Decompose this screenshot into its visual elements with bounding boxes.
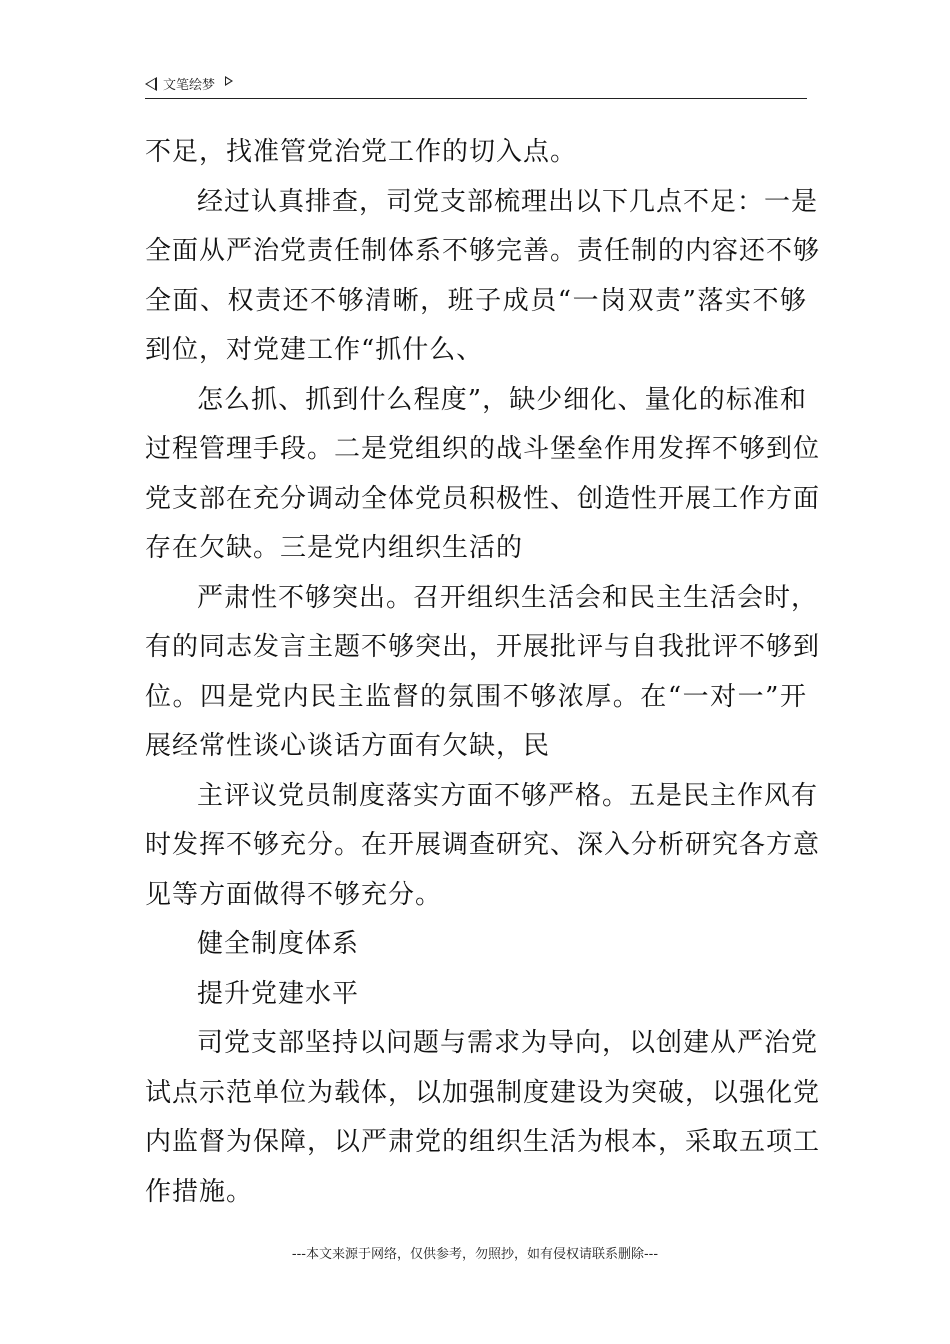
text-line: 见等方面做得不够充分。 [145,879,443,910]
text-line: 怎么抓、抓到什么程度”，缺少细化、量化的标准和 [197,384,807,415]
text-line: 有的同志发言主题不够突出，开展批评与自我批评不够到 [145,632,821,662]
text-line: 严肃性不够突出。召开组织生活会和民主生活会时， [197,582,819,613]
text-line: 时发挥不够充分。在开展调查研究、深入分析研究各方意 [145,830,821,860]
text-line: 党支部在充分调动全体党员积极性、创造性开展工作方面 [145,483,821,514]
text-line: 全面从严治党责任制体系不够完善。责任制的内容还不够 [145,236,821,266]
header-title: 文笔绘梦 [163,78,216,93]
text-line: 司党支部坚持以问题与需求为导向，以创建从严治党 [197,1028,819,1058]
triangle-left-icon [145,77,157,91]
text-line: 内监督为保障，以严肃党的组织生活为根本，采取五项工 [145,1127,821,1157]
text-line: 过程管理手段。二是党组织的战斗堡垒作用发挥不够到位 [145,434,821,464]
page-header [145,72,807,99]
text-line: 提升党建水平 [197,978,360,1009]
page-footer: ---本文来源于网络，仅供参考，勿照抄，如有侵权请联系删除--- [291,1247,659,1262]
text-line: 经过认真排查，司党支部梳理出以下几点不足：一是 [197,186,819,217]
text-line: 全面、权责还不够清晰，班子成员“一岗双责”落实不够 [145,285,807,316]
document-body [145,128,821,1217]
text-line: 展经常性谈心谈话方面有欠缺，民 [145,731,551,761]
text-line: 位。四是党内民主监督的氛围不够浓厚。在“一对一”开 [145,681,807,712]
text-line: 不足，找准管党治党工作的切入点。 [145,137,578,167]
text-line: 健全制度体系 [197,929,360,959]
text-line: 作措施。 [145,1176,254,1207]
text-line: 主评议党员制度落实方面不够严格。五是民主作风有 [197,780,819,811]
text-line: 到位，对党建工作“抓什么、 [145,335,484,365]
header-inner [145,74,233,93]
triangle-right-icon [225,76,233,86]
text-line: 存在欠缺。三是党内组织生活的 [145,533,524,563]
text-line: 试点示范单位为载体，以加强制度建设为突破，以强化党 [145,1077,821,1108]
